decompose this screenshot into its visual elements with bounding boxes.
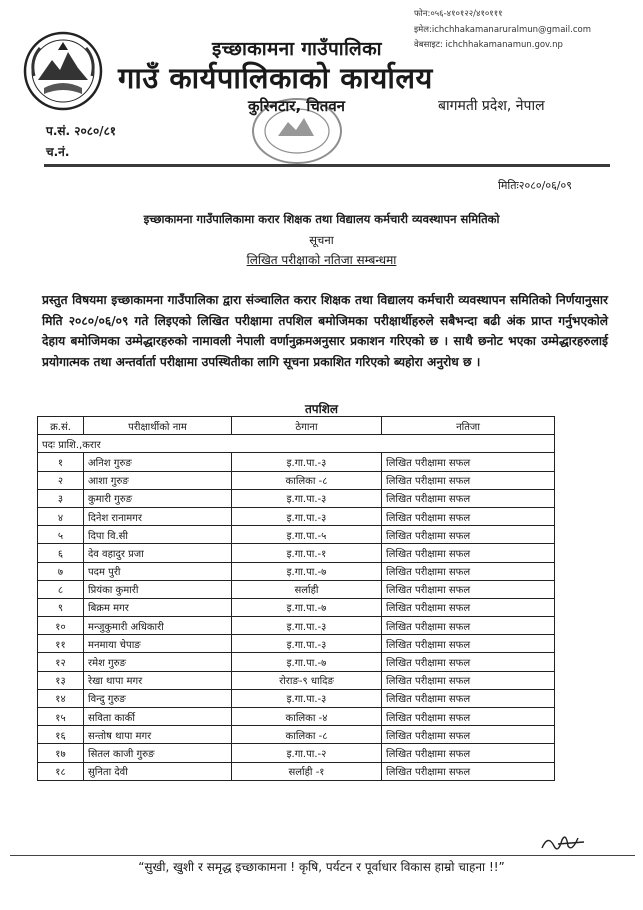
row-name: विन्दु गुरुङ [84, 689, 232, 707]
row-address: इ.गा.पा.-७ [232, 562, 382, 580]
row-address: रोराङ-९ धादिङ [232, 671, 382, 689]
committee-heading: इच्छाकामना गाउँपालिकामा करार शिक्षक तथा विद्यालय कर्मचारी व्यवस्थापन समितिको [143, 212, 500, 226]
row-name: कुमारी गुरुङ [84, 489, 232, 507]
row-sn: ९ [38, 598, 84, 616]
row-sn: ३ [38, 489, 84, 507]
row-result: लिखित परीक्षामा सफल [382, 726, 555, 744]
row-sn: ११ [38, 635, 84, 653]
row-address: इ.गा.पा.-५ [232, 526, 382, 544]
row-sn: १७ [38, 744, 84, 762]
email-text: इमेल:ichchhakamanaruralmun@gmail.com [414, 25, 591, 35]
row-name: मन्जुकुमारी अधिकारी [84, 617, 232, 635]
table-row [38, 653, 555, 671]
footer-divider [10, 855, 635, 856]
header-sn: क्र.सं. [38, 417, 84, 435]
table-row [38, 598, 555, 616]
row-result: लिखित परीक्षामा सफल [382, 635, 555, 653]
row-name: दिपा वि.सी [84, 526, 232, 544]
row-name: अनिश गुरुङ [84, 453, 232, 471]
row-address: इ.गा.पा.-३ [232, 453, 382, 471]
row-address: इ.गा.पा.-३ [232, 617, 382, 635]
row-sn: ६ [38, 544, 84, 562]
row-name: पदम पुरी [84, 562, 232, 580]
row-name: दिनेश रानामगर [84, 507, 232, 525]
row-sn: १४ [38, 689, 84, 707]
table-row [38, 671, 555, 689]
row-address: सर्लाही [232, 580, 382, 598]
dispatch-number: च.नं. [46, 145, 70, 159]
row-name: रमेश गुरुङ [84, 653, 232, 671]
row-result: लिखित परीक्षामा सफल [382, 708, 555, 726]
notice-heading: सूचना [309, 233, 334, 247]
table-row [38, 762, 555, 780]
table-row [38, 453, 555, 471]
row-name: बिक्रम मगर [84, 598, 232, 616]
subject-heading [0, 251, 643, 268]
table-row [38, 562, 555, 580]
table-row [38, 544, 555, 562]
row-name: सितल काजी गुरुङ [84, 744, 232, 762]
row-address: इ.गा.पा.-१ [232, 544, 382, 562]
group-row [38, 435, 555, 453]
row-name: प्रियंका कुमारी [84, 580, 232, 598]
row-sn: १६ [38, 726, 84, 744]
row-address: सर्लाही -१ [232, 762, 382, 780]
row-result: लिखित परीक्षामा सफल [382, 598, 555, 616]
row-address: इ.गा.पा.-३ [232, 635, 382, 653]
row-sn: १ [38, 453, 84, 471]
table-row [38, 489, 555, 507]
website-text: वेबसाइट: ichchhakamanamun.gov.np [414, 40, 563, 50]
row-address: कालिका -४ [232, 708, 382, 726]
table-row [38, 689, 555, 707]
row-result: लिखित परीक्षामा सफल [382, 762, 555, 780]
office-location: कुरिनटार, चितवन [248, 97, 345, 115]
footer-motto: “सुखी, खुशी र समृद्ध इच्छाकामना ! कृषि, पर्यटन र पूर्वाधार विकास हाम्रो चाहना !!” [138, 860, 505, 874]
nepal-emblem-icon [22, 30, 104, 112]
row-address: इ.गा.पा.-७ [232, 653, 382, 671]
row-sn: ७ [38, 562, 84, 580]
row-sn: ५ [38, 526, 84, 544]
notice-date: मितिः२०८०/०६/०९ [498, 179, 572, 192]
row-sn: ४ [38, 507, 84, 525]
row-result: लिखित परीक्षामा सफल [382, 617, 555, 635]
office-title: गाउँ कार्यपालिकाको कार्यालय [118, 61, 433, 95]
table-row [38, 708, 555, 726]
reference-number: प.सं. २०८०/८१ [46, 124, 117, 138]
header-result: नतिजा [382, 417, 555, 435]
row-result: लिखित परीक्षामा सफल [382, 562, 555, 580]
table-row [38, 507, 555, 525]
row-sn: २ [38, 471, 84, 489]
row-name: आशा गुरुङ [84, 471, 232, 489]
table-row [38, 580, 555, 598]
row-result: लिखित परीक्षामा सफल [382, 526, 555, 544]
table-row [38, 726, 555, 744]
row-address: कालिका -८ [232, 471, 382, 489]
table-row [38, 744, 555, 762]
phone-text: फोन:०५६-४१०१२२/४१०१११ [414, 9, 503, 19]
header-divider [44, 164, 610, 167]
province-text: बागमती प्रदेश, नेपाल [438, 98, 545, 114]
row-name: सुनिता देवी [84, 762, 232, 780]
row-result: लिखित परीक्षामा सफल [382, 453, 555, 471]
results-table [37, 416, 555, 781]
row-result: लिखित परीक्षामा सफल [382, 653, 555, 671]
row-result: लिखित परीक्षामा सफल [382, 689, 555, 707]
row-name: देव वहादुर प्रजा [84, 544, 232, 562]
row-address: इ.गा.पा.-३ [232, 689, 382, 707]
row-result: लिखित परीक्षामा सफल [382, 507, 555, 525]
table-header-row [38, 417, 555, 435]
row-sn: १२ [38, 653, 84, 671]
row-name: सन्तोष थापा मगर [84, 726, 232, 744]
notice-body: प्रस्तुत विषयमा इच्छाकामना गाउँपालिका द्वारा संञ्चालित करार शिक्षक तथा विद्यालय कर्मचारी व्यवस्थापन समितिको निर्णयानुसार मिति २०८०/०६/०९ गते लिइएको लिखित परीक्षामा तपशिल बमोजिमका परीक्षार्थीहरुले सबैभन्दा बढी अंक प्राप्त गर्नुभएकोले देहाय बमोजिमका उम्मेद्धारहरुको नामावली नेपाली वर्णानुक्रमअनुसार प्रकाशन गरिएको छ । साथै छनोट भएका उम्मेद्धारहरुलाई प्रयोगात्मक तथा अन्तर्वार्ता परीक्षामा उपस्थितीका लागि सूचना प्रकाशित गरिएको ब्यहोरा अनुरोध छ । [42, 293, 608, 369]
municipality-name: इच्छाकामना गाउँपालिका [212, 38, 382, 60]
row-address: इ.गा.पा.-७ [232, 598, 382, 616]
row-sn: १८ [38, 762, 84, 780]
row-name: रेखा थापा मगर [84, 671, 232, 689]
row-name: मनमाया चेपाङ [84, 635, 232, 653]
row-name: सविता कार्की [84, 708, 232, 726]
header-name: परीक्षार्थीको नाम [84, 417, 232, 435]
row-result: लिखित परीक्षामा सफल [382, 489, 555, 507]
row-sn: १५ [38, 708, 84, 726]
group-label: पदः प्राशि.,करार [38, 435, 555, 453]
table-row [38, 635, 555, 653]
row-sn: १३ [38, 671, 84, 689]
row-result: लिखित परीक्षामा सफल [382, 544, 555, 562]
row-result: लिखित परीक्षामा सफल [382, 580, 555, 598]
header-address: ठेगाना [232, 417, 382, 435]
row-address: इ.गा.पा.-३ [232, 489, 382, 507]
row-result: लिखित परीक्षामा सफल [382, 471, 555, 489]
signature-icon [538, 830, 588, 856]
row-address: इ.गा.पा.-३ [232, 507, 382, 525]
row-sn: १० [38, 617, 84, 635]
table-caption: तपशिल [304, 402, 339, 416]
row-address: कालिका -८ [232, 726, 382, 744]
subject-text: लिखित परीक्षाको नतिजा सम्बन्धमा [246, 253, 397, 267]
row-result: लिखित परीक्षामा सफल [382, 671, 555, 689]
table-row [38, 617, 555, 635]
row-sn: ८ [38, 580, 84, 598]
table-row [38, 526, 555, 544]
row-address: इ.गा.पा.-२ [232, 744, 382, 762]
row-result: लिखित परीक्षामा सफल [382, 744, 555, 762]
table-row [38, 471, 555, 489]
